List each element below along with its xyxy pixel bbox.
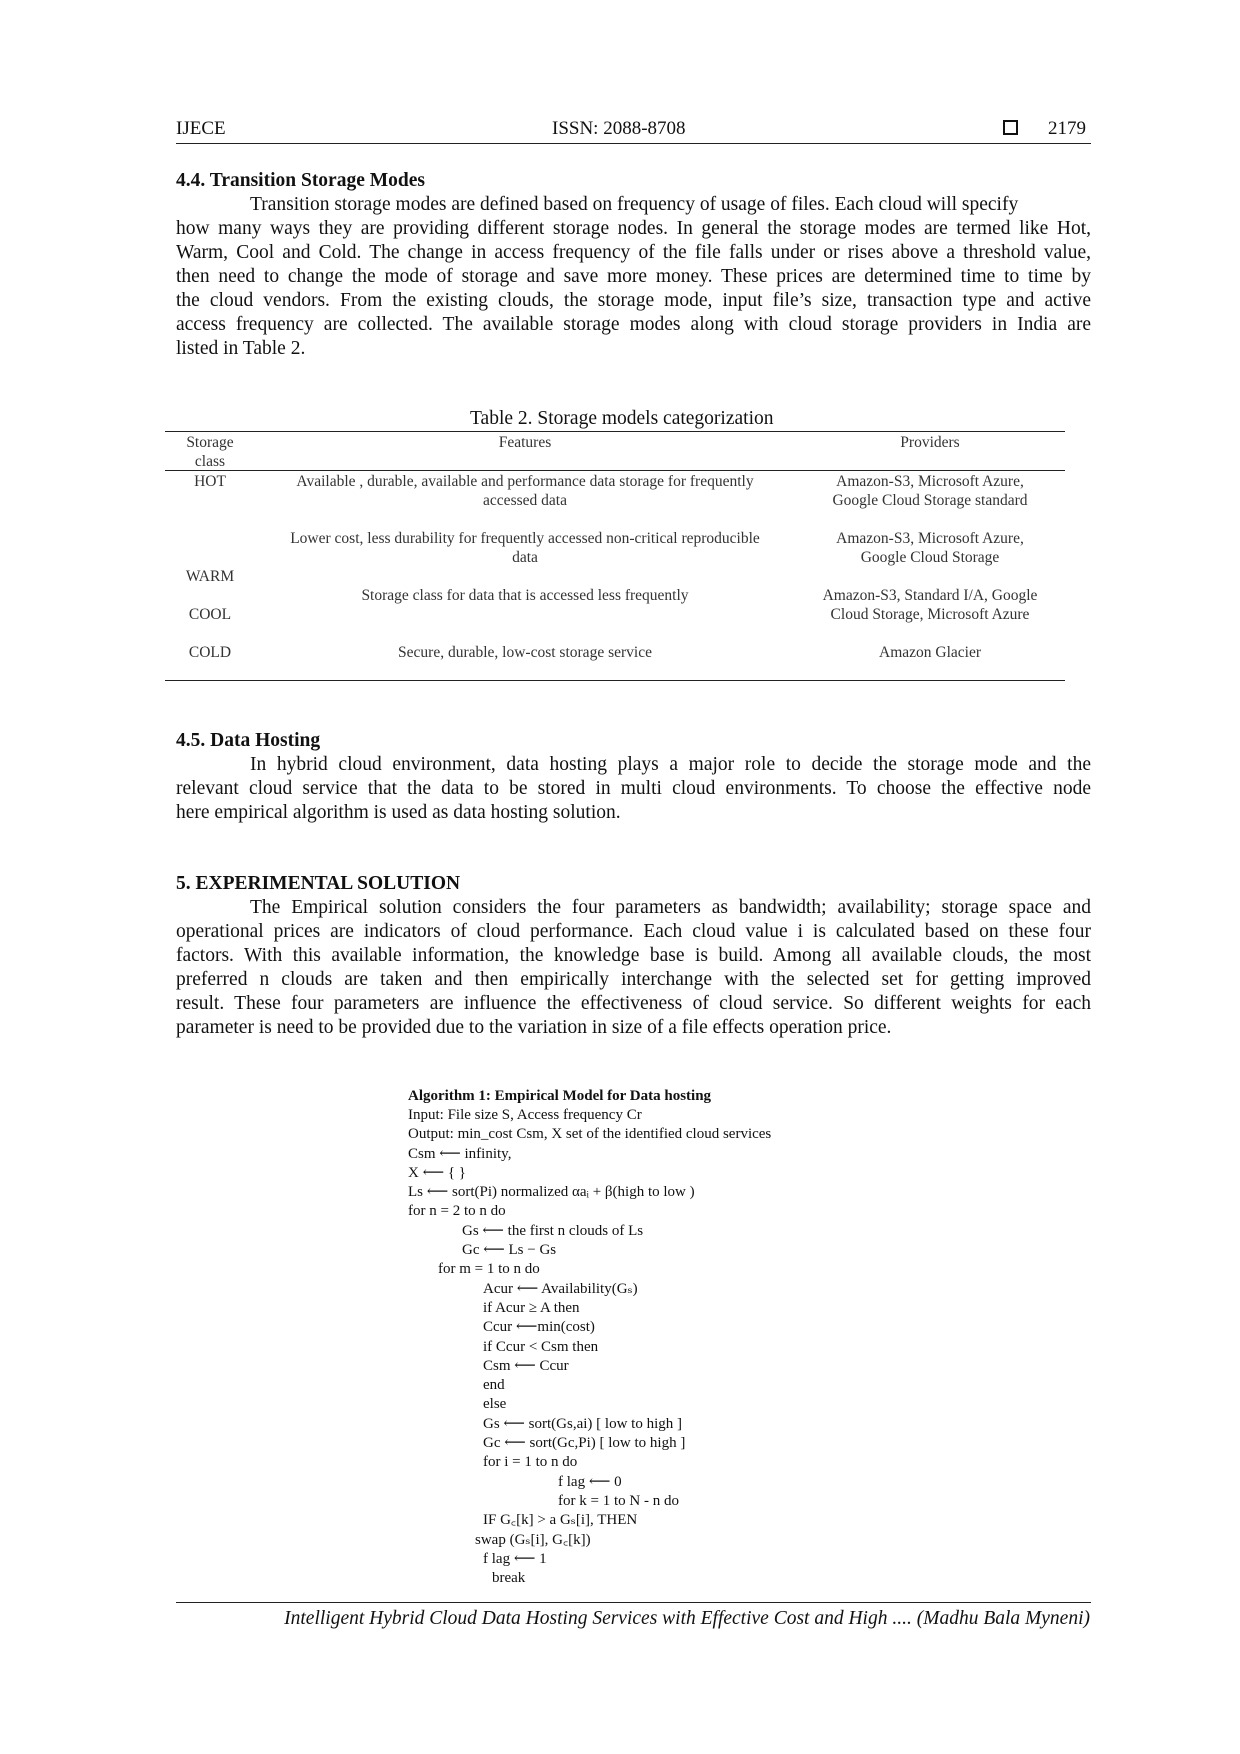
para-line: relevant cloud service that the data to be stored in multi cloud environments. To choose the effective node — [176, 778, 1091, 799]
page-number: 2179 — [1048, 118, 1086, 139]
table-row — [265, 643, 785, 662]
para-line: Transition storage modes are defined based on frequency of usage of files. Each cloud will specify — [250, 194, 1019, 215]
table-header-features: Features — [498, 434, 552, 451]
para-line: result. These four parameters are influence the effectiveness of cloud service. So different weights for each — [176, 993, 1091, 1014]
table-header-class — [170, 433, 250, 471]
para-line: how many ways they are providing different storage nodes. In general the storage modes are termed like Hot, — [176, 218, 1091, 239]
header-class-line: class — [194, 453, 226, 470]
algo-line: for m = 1 to n do — [438, 1261, 540, 1278]
table-row — [265, 472, 785, 510]
para-line: listed in Table 2. — [176, 338, 306, 359]
provider-text: Amazon-S3, Microsoft Azure, — [836, 473, 1024, 490]
algorithm-title: Algorithm 1: Empirical Model for Data hosting — [408, 1088, 712, 1104]
feature-text: data — [512, 549, 538, 566]
para-line: then need to change the mode of storage and save more money. These prices are determined time to time by — [176, 266, 1091, 287]
provider-text: Google Cloud Storage standard — [832, 492, 1028, 509]
para-line: The Empirical solution considers the four parameters as bandwidth; availability; storage space and — [250, 897, 1091, 918]
algo-line: Gc ⟵ sort(Gc,Pi) [ low to high ] — [483, 1435, 686, 1452]
algo-line: Input: File size S, Access frequency Cr — [408, 1107, 642, 1123]
section-4-5-body — [176, 753, 1091, 825]
algo-line: for n = 2 to n do — [408, 1203, 506, 1220]
section-4-4-heading: 4.4. Transition Storage Modes — [176, 170, 425, 191]
section-5-body — [176, 896, 1091, 1040]
algo-line: f lag ⟵ 1 — [483, 1550, 547, 1567]
algo-line: for i = 1 to n do — [483, 1454, 578, 1471]
providers-cell — [795, 529, 1065, 567]
para-line: In hybrid cloud environment, data hosting plays a major role to decide the storage mode and the — [250, 754, 1091, 775]
algo-line: f lag ⟵ 0 — [558, 1473, 622, 1490]
header-rule — [176, 143, 1091, 144]
providers-cell — [795, 472, 1065, 510]
algo-line: swap (Gₛ[i], G꜀[k]) — [475, 1531, 591, 1548]
provider-text: Amazon Glacier — [879, 644, 981, 661]
table-bottom-rule — [165, 680, 1065, 681]
algo-line: else — [483, 1396, 507, 1413]
checkbox-icon — [1003, 118, 1018, 140]
algo-line: end — [483, 1377, 505, 1394]
para-line: parameter is need to be provided due to the variation in size of a file effects operation price. — [176, 1017, 892, 1038]
provider-text: Google Cloud Storage — [860, 549, 1000, 566]
algo-line: Ccur ⟵min(cost) — [483, 1319, 595, 1336]
footer-rule — [176, 1602, 1091, 1603]
table-header-providers: Providers — [900, 434, 960, 451]
provider-text: Cloud Storage, Microsoft Azure — [830, 606, 1030, 623]
algo-line: Output: min_cost Csm, X set of the identified cloud services — [408, 1126, 772, 1143]
table-header-rule — [165, 470, 1065, 471]
providers-cell — [795, 643, 1065, 662]
section-5-heading: 5. EXPERIMENTAL SOLUTION — [176, 873, 461, 894]
para-line: access frequency are collected. The available storage modes along with cloud storage providers in India are — [176, 314, 1091, 335]
header-class-line: Storage — [186, 434, 234, 451]
algo-line: Ls ⟵ sort(Pi) normalized αaᵢ + β(high to low ) — [408, 1184, 695, 1201]
class-cool: COOL — [188, 606, 232, 623]
algorithm-body — [408, 1106, 771, 1588]
feature-text: accessed data — [483, 492, 567, 509]
algo-line: Csm ⟵ infinity, — [408, 1145, 512, 1162]
section-4-4-body — [176, 193, 1091, 361]
algo-line: Gs ⟵ the first n clouds of Ls — [462, 1222, 644, 1239]
table-top-rule — [165, 431, 1065, 432]
class-warm: WARM — [185, 568, 235, 585]
feature-text: Available , durable, available and performance data storage for frequently — [296, 473, 754, 490]
feature-text: Secure, durable, low-cost storage service — [398, 644, 652, 661]
class-cold: COLD — [188, 644, 232, 661]
para-line: the cloud vendors. From the existing clouds, the storage mode, input file’s size, transaction type and active — [176, 290, 1091, 311]
provider-text: Amazon-S3, Microsoft Azure, — [836, 530, 1024, 547]
feature-text: Storage class for data that is accessed less frequently — [361, 587, 689, 604]
para-line: Warm, Cool and Cold. The change in access frequency of the file falls under or rises above a threshold value, — [176, 242, 1091, 263]
issn: ISSN: 2088-8708 — [552, 118, 686, 139]
journal-name: IJECE — [176, 118, 226, 139]
table-caption: Table 2. Storage models categorization — [470, 408, 774, 429]
para-line: factors. With this available information, the knowledge base is build. Among all available clouds, the most — [176, 945, 1091, 966]
algo-line: for k = 1 to N - n do — [558, 1492, 679, 1509]
feature-text: Lower cost, less durability for frequently accessed non-critical reproducible — [290, 530, 760, 547]
para-line: operational prices are indicators of cloud performance. Each cloud value i is calculated based on these four — [176, 921, 1091, 942]
algo-line: if Acur ≥ A then — [483, 1299, 580, 1316]
algo-line: break — [492, 1570, 526, 1587]
algo-line: Csm ⟵ Ccur — [483, 1357, 569, 1374]
class-hot: HOT — [194, 473, 226, 490]
algo-line: if Ccur < Csm then — [483, 1338, 599, 1355]
running-footer: Intelligent Hybrid Cloud Data Hosting Services with Effective Cost and High .... (Madhu Bala Myneni) — [284, 1608, 1090, 1629]
para-line: preferred n clouds are taken and then empirically interchange with the selected set for getting improved — [176, 969, 1091, 990]
section-4-5-heading: 4.5. Data Hosting — [176, 730, 321, 751]
algo-line: IF G꜀[k] > a Gₛ[i], THEN — [483, 1512, 638, 1529]
algo-line: Gs ⟵ sort(Gs,ai) [ low to high ] — [483, 1415, 682, 1432]
table-row — [265, 586, 785, 605]
providers-cell — [795, 586, 1065, 624]
table-row — [265, 529, 785, 567]
algo-line: Gc ⟵ Ls − Gs — [462, 1242, 557, 1259]
provider-text: Amazon-S3, Standard I/A, Google — [822, 587, 1038, 604]
para-line: here empirical algorithm is used as data hosting solution. — [176, 802, 621, 823]
algo-line: X ⟵ { } — [408, 1164, 466, 1181]
algo-line: Acur ⟵ Availability(Gₛ) — [483, 1280, 638, 1297]
